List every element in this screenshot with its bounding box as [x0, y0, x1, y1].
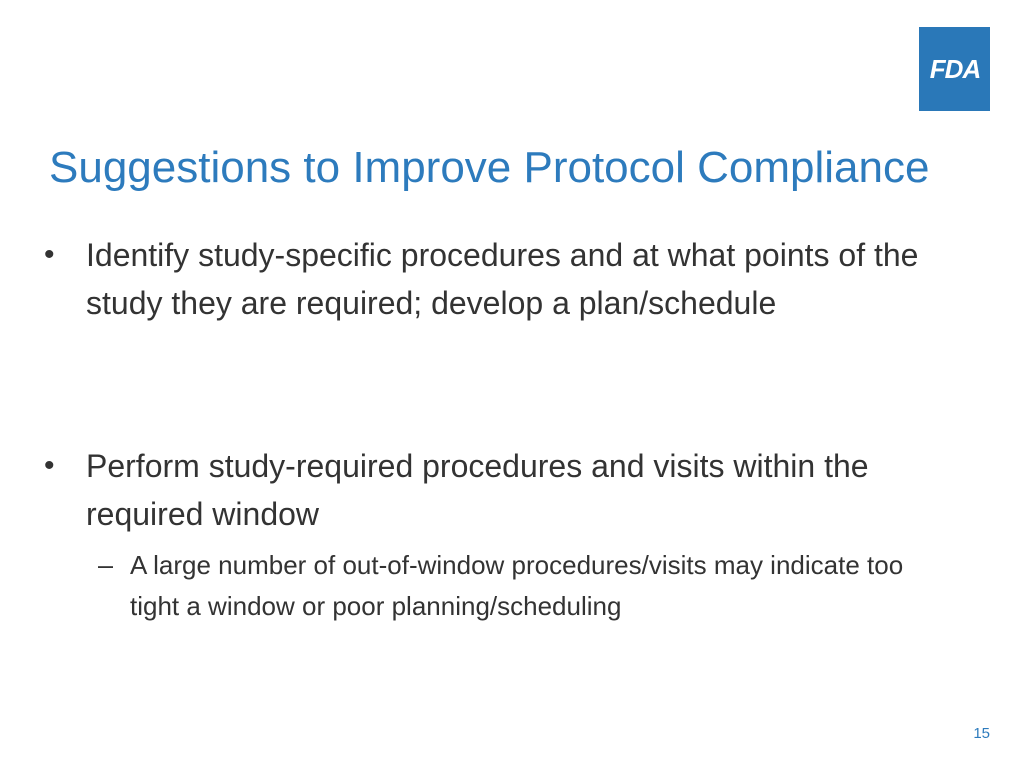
bullet-item-2: Perform study-required procedures and visits within the required window: [86, 448, 869, 532]
bullet-marker: •: [44, 238, 55, 271]
slide-title: Suggestions to Improve Protocol Compliance: [49, 143, 930, 192]
bullet-marker: •: [44, 449, 55, 482]
sub-bullet-marker: –: [98, 550, 114, 580]
sub-bullet-item-1: A large number of out-of-window procedures/visits may indicate too tight a window or poor planning/scheduling: [130, 550, 904, 621]
page-number: 15: [973, 725, 990, 742]
bullet-item-1: Identify study-specific procedures and at what points of the study they are required; develop a plan/schedule: [86, 237, 919, 321]
svg-text:FDA: FDA: [929, 54, 980, 84]
